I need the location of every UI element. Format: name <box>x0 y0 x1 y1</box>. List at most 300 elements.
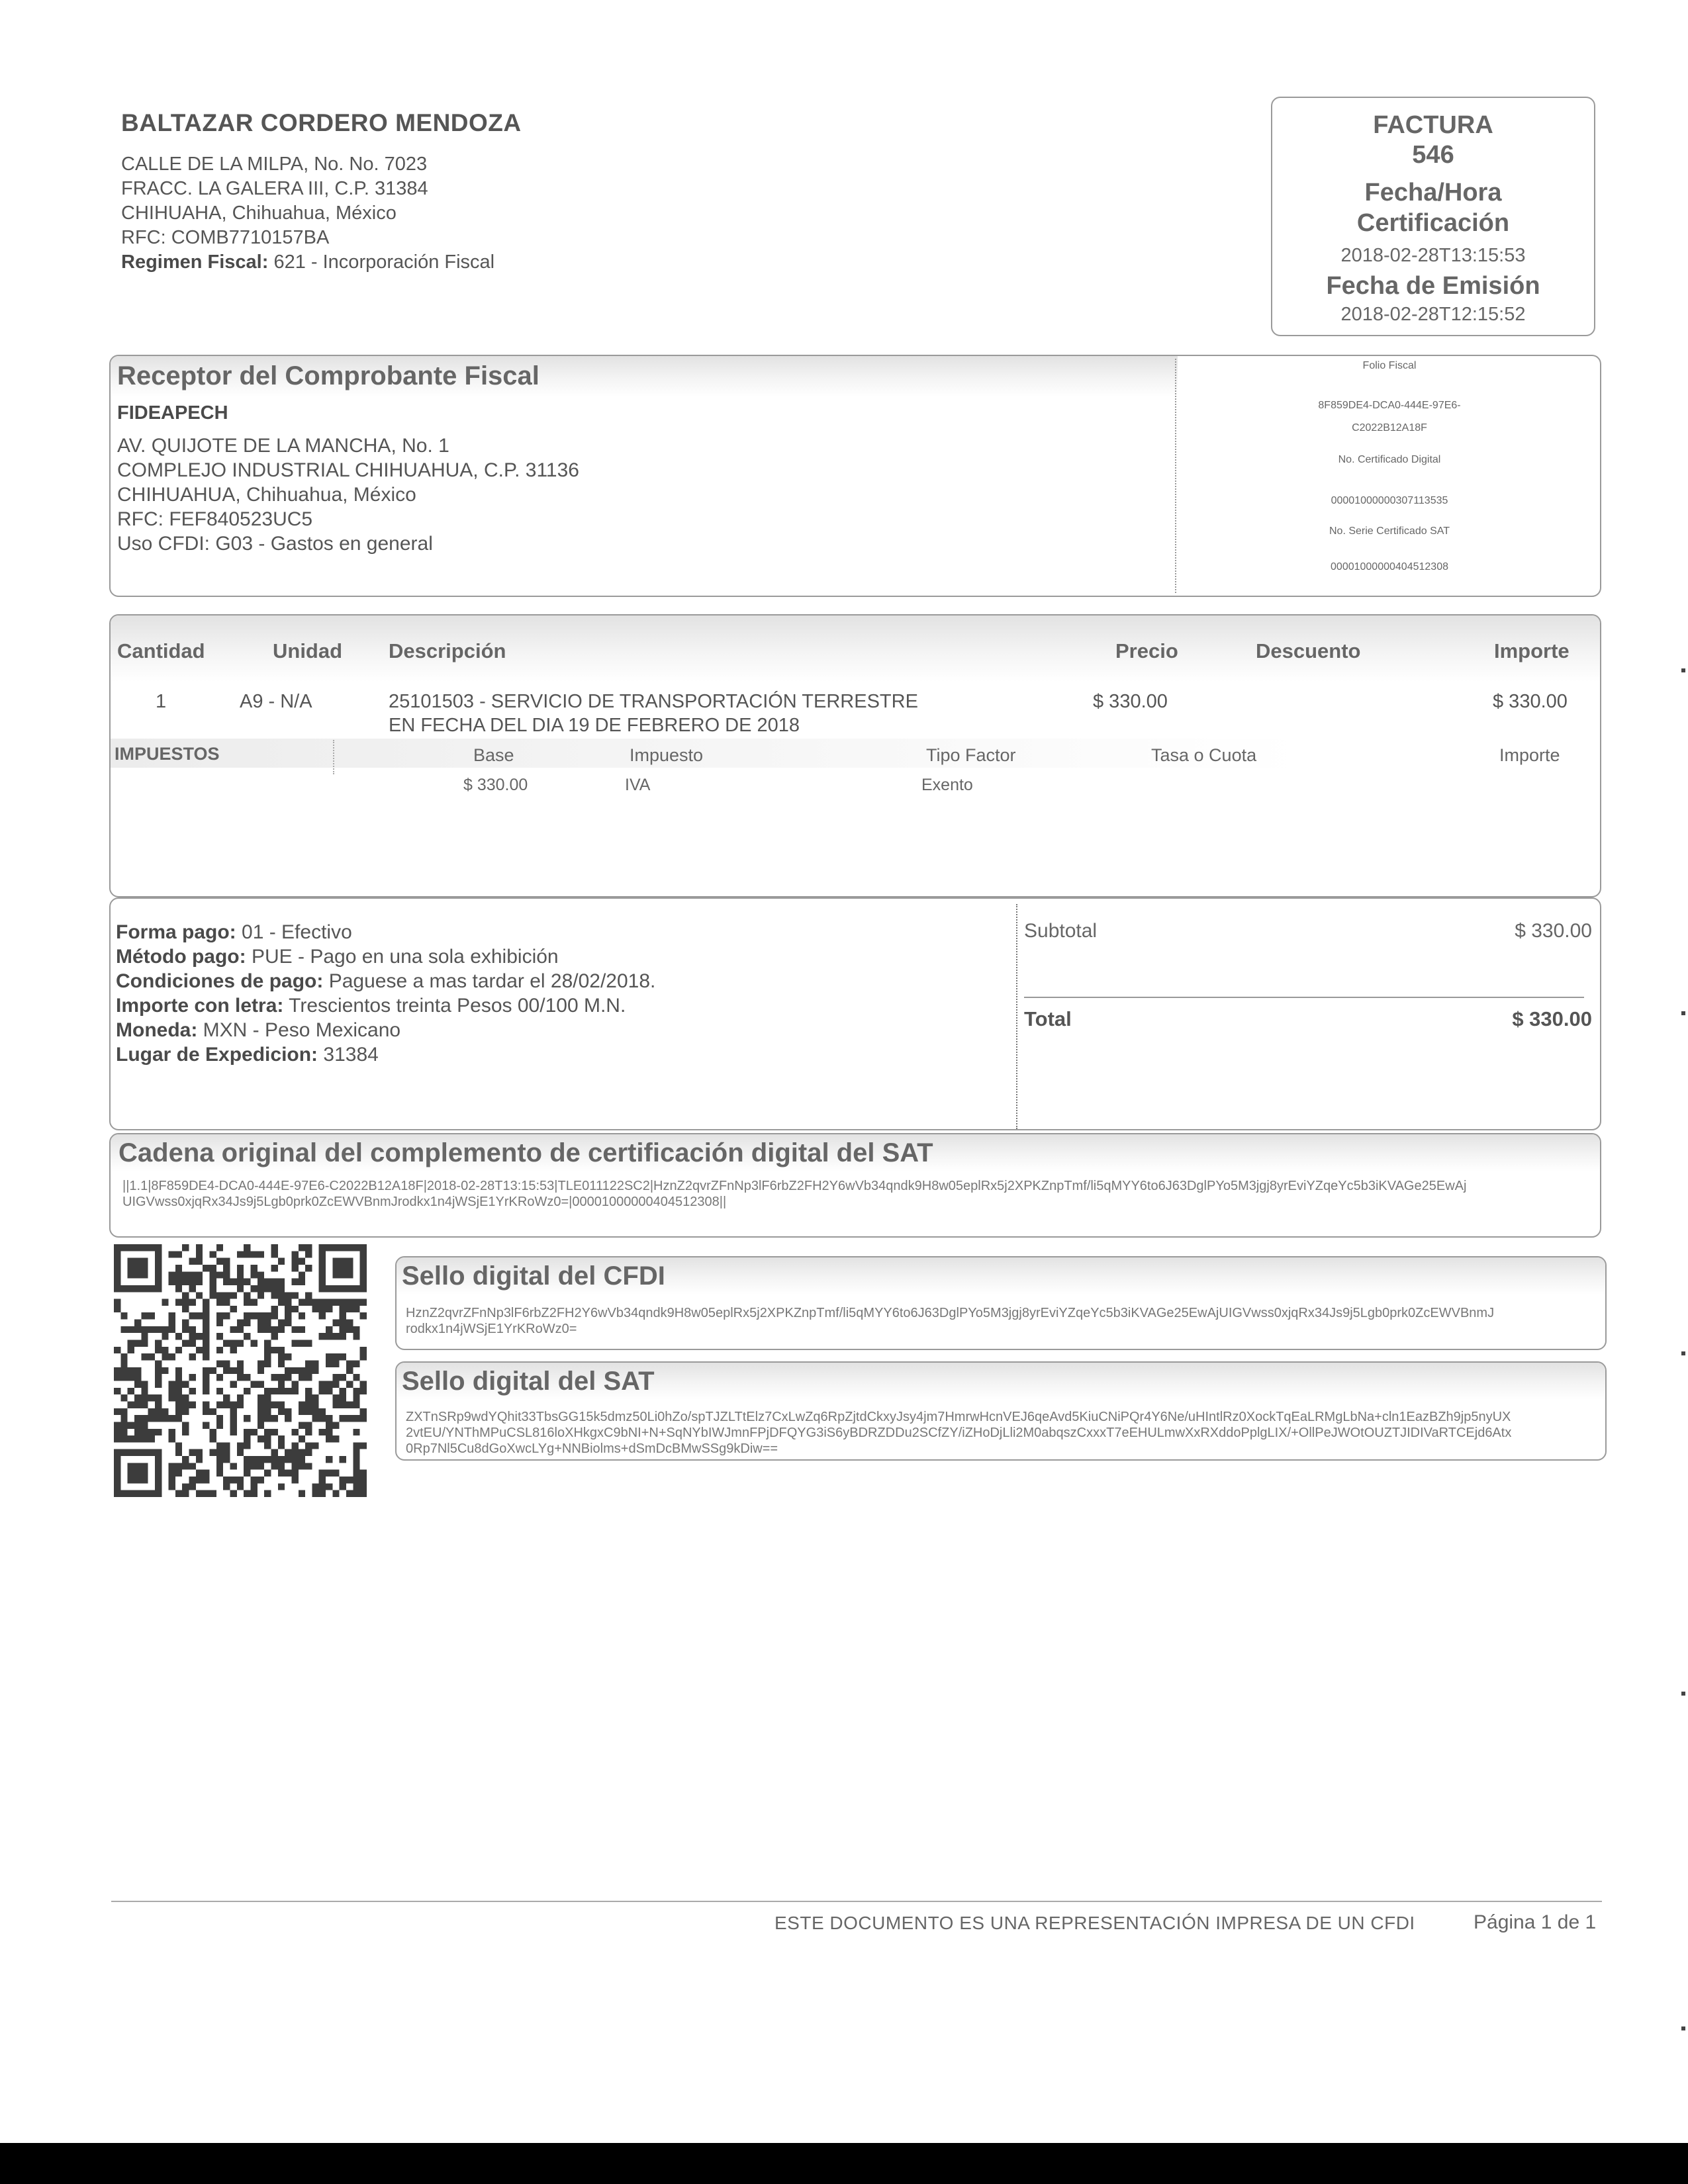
qr-module <box>210 1265 216 1271</box>
qr-module <box>169 1435 175 1442</box>
qr-module <box>134 1367 141 1374</box>
qr-module <box>134 1265 141 1271</box>
qr-module <box>264 1394 271 1401</box>
qr-module <box>175 1279 182 1285</box>
qr-module <box>332 1490 339 1497</box>
qr-module <box>353 1388 359 1394</box>
qr-module <box>203 1388 209 1394</box>
qr-module <box>258 1381 264 1387</box>
qr-module <box>244 1312 250 1319</box>
qr-module <box>128 1435 134 1442</box>
qr-module <box>340 1333 346 1340</box>
qr-module <box>203 1299 209 1306</box>
qr-module <box>291 1367 298 1374</box>
qr-module <box>128 1367 134 1374</box>
qr-module <box>189 1463 196 1469</box>
qr-module <box>278 1483 285 1490</box>
qr-module <box>155 1347 162 1353</box>
qr-module <box>155 1326 162 1333</box>
qr-module <box>237 1394 244 1401</box>
footer-divider <box>111 1901 1602 1902</box>
qr-module <box>216 1401 223 1408</box>
qr-module <box>360 1312 367 1319</box>
qr-module <box>128 1490 134 1497</box>
qr-module <box>278 1285 285 1292</box>
qr-module <box>244 1463 250 1469</box>
qr-module <box>148 1429 155 1435</box>
qr-module <box>175 1442 182 1449</box>
qr-module <box>210 1285 216 1292</box>
qr-module <box>128 1374 134 1381</box>
folio-fiscal-label: Folio Fiscal <box>1362 360 1417 371</box>
qr-module <box>285 1449 291 1456</box>
qr-module <box>271 1463 277 1469</box>
qr-module <box>326 1381 332 1387</box>
qr-module <box>285 1353 291 1360</box>
qr-module <box>264 1388 271 1394</box>
qr-module <box>196 1244 203 1251</box>
qr-module <box>291 1470 298 1477</box>
qr-module <box>182 1490 189 1497</box>
qr-module <box>312 1306 318 1312</box>
qr-module <box>258 1477 264 1483</box>
qr-module <box>332 1285 339 1292</box>
qr-module <box>182 1483 189 1490</box>
condiciones-pago-value: Paguese a mas tardar el 28/02/2018. <box>328 970 656 992</box>
qr-module <box>340 1477 346 1483</box>
qr-module <box>326 1285 332 1292</box>
qr-module <box>258 1463 264 1469</box>
qr-module <box>312 1367 318 1374</box>
cadena-title: Cadena original del complemento de certificación digital del SAT <box>118 1138 933 1167</box>
qr-module <box>326 1299 332 1306</box>
certification-label-1: Fecha/Hora <box>1364 179 1502 206</box>
qr-module <box>312 1442 318 1449</box>
qr-module <box>148 1285 155 1292</box>
qr-module <box>223 1394 230 1401</box>
qr-module <box>271 1449 277 1456</box>
metodo-pago <box>116 944 655 969</box>
tax-row-impuesto: IVA <box>625 776 651 794</box>
qr-module <box>189 1333 196 1340</box>
payment-details <box>116 920 655 1067</box>
payment-section <box>109 897 1601 1130</box>
qr-module <box>189 1279 196 1285</box>
sello-cfdi-text: HznZ2qvrZFnNp3lF6rbZ2FH2Y6wVb34qndk9H8w05eplRx5j2XPKZnpTmf/li5qMYY6to6J63DglPYo5M3jgj8yrEviYZqeYc5b3iKVAGe25EwAjUIGVwss0xjqRx34Js9j5Lgb0prk0ZcEWVBnmJrodkx1n4jWSjE1YrKRoWz0= <box>406 1306 1495 1336</box>
qr-module <box>216 1292 223 1298</box>
tax-col-importe: Importe <box>1499 745 1560 765</box>
qr-module <box>278 1435 285 1442</box>
row-descripcion-1: 25101503 - SERVICIO DE TRANSPORTACIÓN TERRESTRE <box>389 691 918 712</box>
qr-module <box>196 1251 203 1257</box>
qr-module <box>305 1367 312 1374</box>
qr-module <box>210 1279 216 1285</box>
qr-module <box>285 1367 291 1374</box>
qr-module <box>210 1251 216 1257</box>
emission-label: Fecha de Emisión <box>1326 272 1540 300</box>
qr-module <box>230 1422 237 1428</box>
qr-module <box>148 1394 155 1401</box>
qr-module <box>346 1299 353 1306</box>
qr-module <box>264 1312 271 1319</box>
col-descuento: Descuento <box>1256 639 1361 662</box>
qr-module <box>305 1299 312 1306</box>
qr-module <box>162 1333 168 1340</box>
qr-module <box>148 1326 155 1333</box>
issuer-regimen-label: Regimen Fiscal: <box>121 251 269 273</box>
qr-module <box>189 1388 196 1394</box>
qr-module <box>271 1244 277 1251</box>
qr-module <box>326 1470 332 1477</box>
qr-module <box>155 1367 162 1374</box>
qr-module <box>223 1292 230 1298</box>
qr-module <box>278 1292 285 1298</box>
qr-module <box>312 1401 318 1408</box>
qr-module <box>141 1326 148 1333</box>
qr-module <box>175 1394 182 1401</box>
qr-module <box>353 1470 359 1477</box>
qr-module <box>169 1463 175 1469</box>
qr-module <box>291 1306 298 1312</box>
qr-module <box>141 1285 148 1292</box>
qr-module <box>340 1271 346 1278</box>
qr-module <box>216 1470 223 1477</box>
qr-module <box>340 1258 346 1265</box>
qr-module <box>285 1415 291 1422</box>
qr-module <box>155 1340 162 1347</box>
qr-module <box>258 1326 264 1333</box>
qr-module <box>264 1285 271 1292</box>
qr-module <box>271 1333 277 1340</box>
qr-module <box>305 1429 312 1435</box>
qr-module <box>346 1361 353 1367</box>
qr-module <box>353 1361 359 1367</box>
qr-module <box>210 1367 216 1374</box>
qr-module <box>216 1271 223 1278</box>
qr-module <box>360 1353 367 1360</box>
qr-module <box>258 1435 264 1442</box>
qr-module <box>340 1456 346 1463</box>
qr-module <box>169 1251 175 1257</box>
qr-module <box>182 1422 189 1428</box>
qr-module <box>340 1326 346 1333</box>
qr-module <box>291 1388 298 1394</box>
qr-module <box>299 1312 305 1319</box>
qr-module <box>271 1401 277 1408</box>
qr-module <box>271 1347 277 1353</box>
qr-module <box>332 1244 339 1251</box>
qr-module <box>299 1435 305 1442</box>
qr-module <box>210 1429 216 1435</box>
qr-module <box>326 1361 332 1367</box>
qr-module <box>250 1381 257 1387</box>
qr-module <box>326 1388 332 1394</box>
qr-module <box>346 1244 353 1251</box>
qr-module <box>271 1279 277 1285</box>
qr-module <box>299 1340 305 1347</box>
payment-divider <box>1016 904 1017 1129</box>
qr-module <box>264 1361 271 1367</box>
qr-module <box>216 1456 223 1463</box>
qr-module <box>141 1463 148 1469</box>
qr-module <box>134 1271 141 1278</box>
receptor-divider <box>1175 359 1176 593</box>
qr-module <box>353 1299 359 1306</box>
qr-module <box>134 1320 141 1326</box>
qr-module <box>203 1374 209 1381</box>
qr-module <box>312 1415 318 1422</box>
qr-module <box>237 1361 244 1367</box>
qr-module <box>353 1415 359 1422</box>
qr-module <box>244 1251 250 1257</box>
sat-serial-label: No. Serie Certificado SAT <box>1329 525 1450 537</box>
qr-module <box>134 1326 141 1333</box>
qr-module <box>305 1265 312 1271</box>
qr-module <box>203 1422 209 1428</box>
qr-module <box>141 1394 148 1401</box>
page-indicator: Página 1 de 1 <box>1474 1911 1597 1933</box>
qr-module <box>264 1429 271 1435</box>
qr-module <box>250 1429 257 1435</box>
qr-module <box>360 1347 367 1353</box>
lugar-expedicion <box>116 1042 655 1067</box>
qr-module <box>340 1394 346 1401</box>
qr-module <box>326 1306 332 1312</box>
qr-module <box>340 1374 346 1381</box>
qr-module <box>319 1381 326 1387</box>
qr-module <box>203 1353 209 1360</box>
qr-module <box>141 1422 148 1428</box>
qr-module <box>120 1394 127 1401</box>
qr-module <box>244 1456 250 1463</box>
qr-module <box>291 1442 298 1449</box>
qr-module <box>175 1299 182 1306</box>
qr-module <box>230 1367 237 1374</box>
footer-note: ESTE DOCUMENTO ES UNA REPRESENTACIÓN IMPRESA DE UN CFDI <box>774 1913 1415 1933</box>
qr-module <box>353 1463 359 1469</box>
qr-module <box>353 1285 359 1292</box>
qr-module <box>264 1353 271 1360</box>
qr-module <box>258 1279 264 1285</box>
qr-module <box>244 1429 250 1435</box>
issuer-regimen <box>121 250 494 275</box>
qr-module <box>114 1374 120 1381</box>
qr-module <box>319 1306 326 1312</box>
sat-serial-value: 00001000000404512308 <box>1331 561 1448 572</box>
qr-module <box>312 1361 318 1367</box>
qr-module <box>210 1490 216 1497</box>
qr-module <box>155 1470 162 1477</box>
qr-module <box>237 1442 244 1449</box>
qr-module <box>189 1258 196 1265</box>
qr-module <box>114 1265 120 1271</box>
qr-module <box>340 1299 346 1306</box>
qr-module <box>162 1347 168 1353</box>
qr-module <box>120 1285 127 1292</box>
qr-module <box>237 1320 244 1326</box>
qr-module <box>346 1381 353 1387</box>
qr-module <box>326 1333 332 1340</box>
qr-module <box>285 1299 291 1306</box>
qr-module <box>360 1483 367 1490</box>
qr-module <box>155 1477 162 1483</box>
qr-module <box>264 1456 271 1463</box>
qr-module <box>271 1456 277 1463</box>
qr-module <box>319 1251 326 1257</box>
qr-module <box>353 1442 359 1449</box>
qr-module <box>312 1299 318 1306</box>
emission-datetime: 2018-02-28T12:15:52 <box>1340 304 1526 325</box>
qr-module <box>210 1408 216 1415</box>
qr-module <box>155 1401 162 1408</box>
qr-module <box>346 1490 353 1497</box>
qr-module <box>353 1456 359 1463</box>
qr-module <box>264 1340 271 1347</box>
qr-module <box>332 1401 339 1408</box>
qr-module <box>237 1374 244 1381</box>
receptor-address-line-2: COMPLEJO INDUSTRIAL CHIHUAHUA, C.P. 31136 <box>117 459 579 481</box>
qr-module <box>305 1374 312 1381</box>
qr-module <box>128 1340 134 1347</box>
qr-module <box>175 1374 182 1381</box>
qr-module <box>244 1415 250 1422</box>
row-precio: $ 330.00 <box>1093 691 1168 712</box>
qr-module <box>141 1470 148 1477</box>
qr-module <box>182 1401 189 1408</box>
qr-module <box>120 1312 127 1319</box>
qr-module <box>196 1456 203 1463</box>
qr-module <box>278 1381 285 1387</box>
qr-module <box>128 1401 134 1408</box>
qr-module <box>291 1456 298 1463</box>
qr-module <box>319 1244 326 1251</box>
qr-module <box>196 1312 203 1319</box>
qr-module <box>291 1258 298 1265</box>
qr-module <box>141 1435 148 1442</box>
qr-module <box>285 1320 291 1326</box>
qr-module <box>162 1408 168 1415</box>
qr-module <box>332 1381 339 1387</box>
qr-module <box>114 1483 120 1490</box>
receptor-address-line-3: CHIHUAHUA, Chihuahua, México <box>117 484 416 506</box>
qr-module <box>162 1367 168 1374</box>
qr-module <box>134 1340 141 1347</box>
qr-module <box>162 1415 168 1422</box>
qr-module <box>148 1408 155 1415</box>
qr-module <box>271 1306 277 1312</box>
qr-module <box>326 1415 332 1422</box>
qr-module <box>360 1271 367 1278</box>
qr-module <box>196 1271 203 1278</box>
qr-module <box>258 1251 264 1257</box>
qr-module <box>285 1408 291 1415</box>
qr-module <box>196 1292 203 1298</box>
importe-letra <box>116 993 655 1018</box>
qr-module <box>134 1463 141 1469</box>
qr-module <box>237 1271 244 1278</box>
importe-letra-value: Trescientos treinta Pesos 00/100 M.N. <box>289 995 626 1017</box>
qr-module <box>250 1299 257 1306</box>
qr-module <box>141 1477 148 1483</box>
qr-module <box>114 1271 120 1278</box>
row-descripcion-2: EN FECHA DEL DIA 19 DE FEBRERO DE 2018 <box>389 715 800 736</box>
qr-module <box>210 1435 216 1442</box>
qr-module <box>114 1429 120 1435</box>
qr-module <box>271 1251 277 1257</box>
qr-module <box>264 1279 271 1285</box>
qr-module <box>114 1279 120 1285</box>
qr-module <box>299 1244 305 1251</box>
qr-module <box>155 1374 162 1381</box>
qr-module <box>189 1477 196 1483</box>
qr-module <box>237 1279 244 1285</box>
qr-module <box>216 1347 223 1353</box>
qr-module <box>182 1271 189 1278</box>
qr-module <box>360 1442 367 1449</box>
qr-module <box>291 1340 298 1347</box>
qr-module <box>114 1299 120 1306</box>
qr-module <box>134 1401 141 1408</box>
qr-module <box>169 1320 175 1326</box>
qr-module <box>128 1388 134 1394</box>
sello-cfdi-title: Sello digital del CFDI <box>402 1261 665 1291</box>
qr-module <box>203 1333 209 1340</box>
qr-module <box>332 1422 339 1428</box>
qr-module <box>312 1490 318 1497</box>
metodo-pago-value: PUE - Pago en una sola exhibición <box>251 946 559 968</box>
cadena-original-section <box>109 1133 1601 1238</box>
qr-module <box>278 1463 285 1469</box>
qr-module <box>114 1456 120 1463</box>
qr-module <box>182 1408 189 1415</box>
qr-module <box>134 1449 141 1456</box>
qr-module <box>223 1456 230 1463</box>
qr-module <box>230 1279 237 1285</box>
totals-divider <box>1024 997 1584 998</box>
qr-module <box>326 1435 332 1442</box>
qr-module <box>332 1271 339 1278</box>
qr-module <box>332 1394 339 1401</box>
qr-module <box>360 1285 367 1292</box>
qr-module <box>264 1415 271 1422</box>
qr-module <box>271 1326 277 1333</box>
qr-module <box>291 1251 298 1257</box>
qr-module <box>114 1347 120 1353</box>
qr-module <box>332 1353 339 1360</box>
qr-module <box>285 1374 291 1381</box>
qr-module <box>360 1251 367 1257</box>
qr-module <box>258 1312 264 1319</box>
qr-module <box>285 1292 291 1298</box>
qr-module <box>120 1367 127 1374</box>
qr-module <box>182 1456 189 1463</box>
qr-module <box>305 1449 312 1456</box>
qr-module <box>148 1353 155 1360</box>
qr-module <box>210 1292 216 1298</box>
forma-pago <box>116 920 655 944</box>
qr-module <box>175 1490 182 1497</box>
lugar-expedicion-label: Lugar de Expedicion: <box>116 1044 318 1066</box>
condiciones-pago-label: Condiciones de pago: <box>116 970 324 992</box>
qr-module <box>196 1449 203 1456</box>
qr-module <box>305 1292 312 1298</box>
qr-module <box>196 1477 203 1483</box>
qr-module <box>148 1490 155 1497</box>
qr-module <box>141 1271 148 1278</box>
qr-module <box>203 1408 209 1415</box>
qr-module <box>223 1279 230 1285</box>
qr-module <box>155 1408 162 1415</box>
